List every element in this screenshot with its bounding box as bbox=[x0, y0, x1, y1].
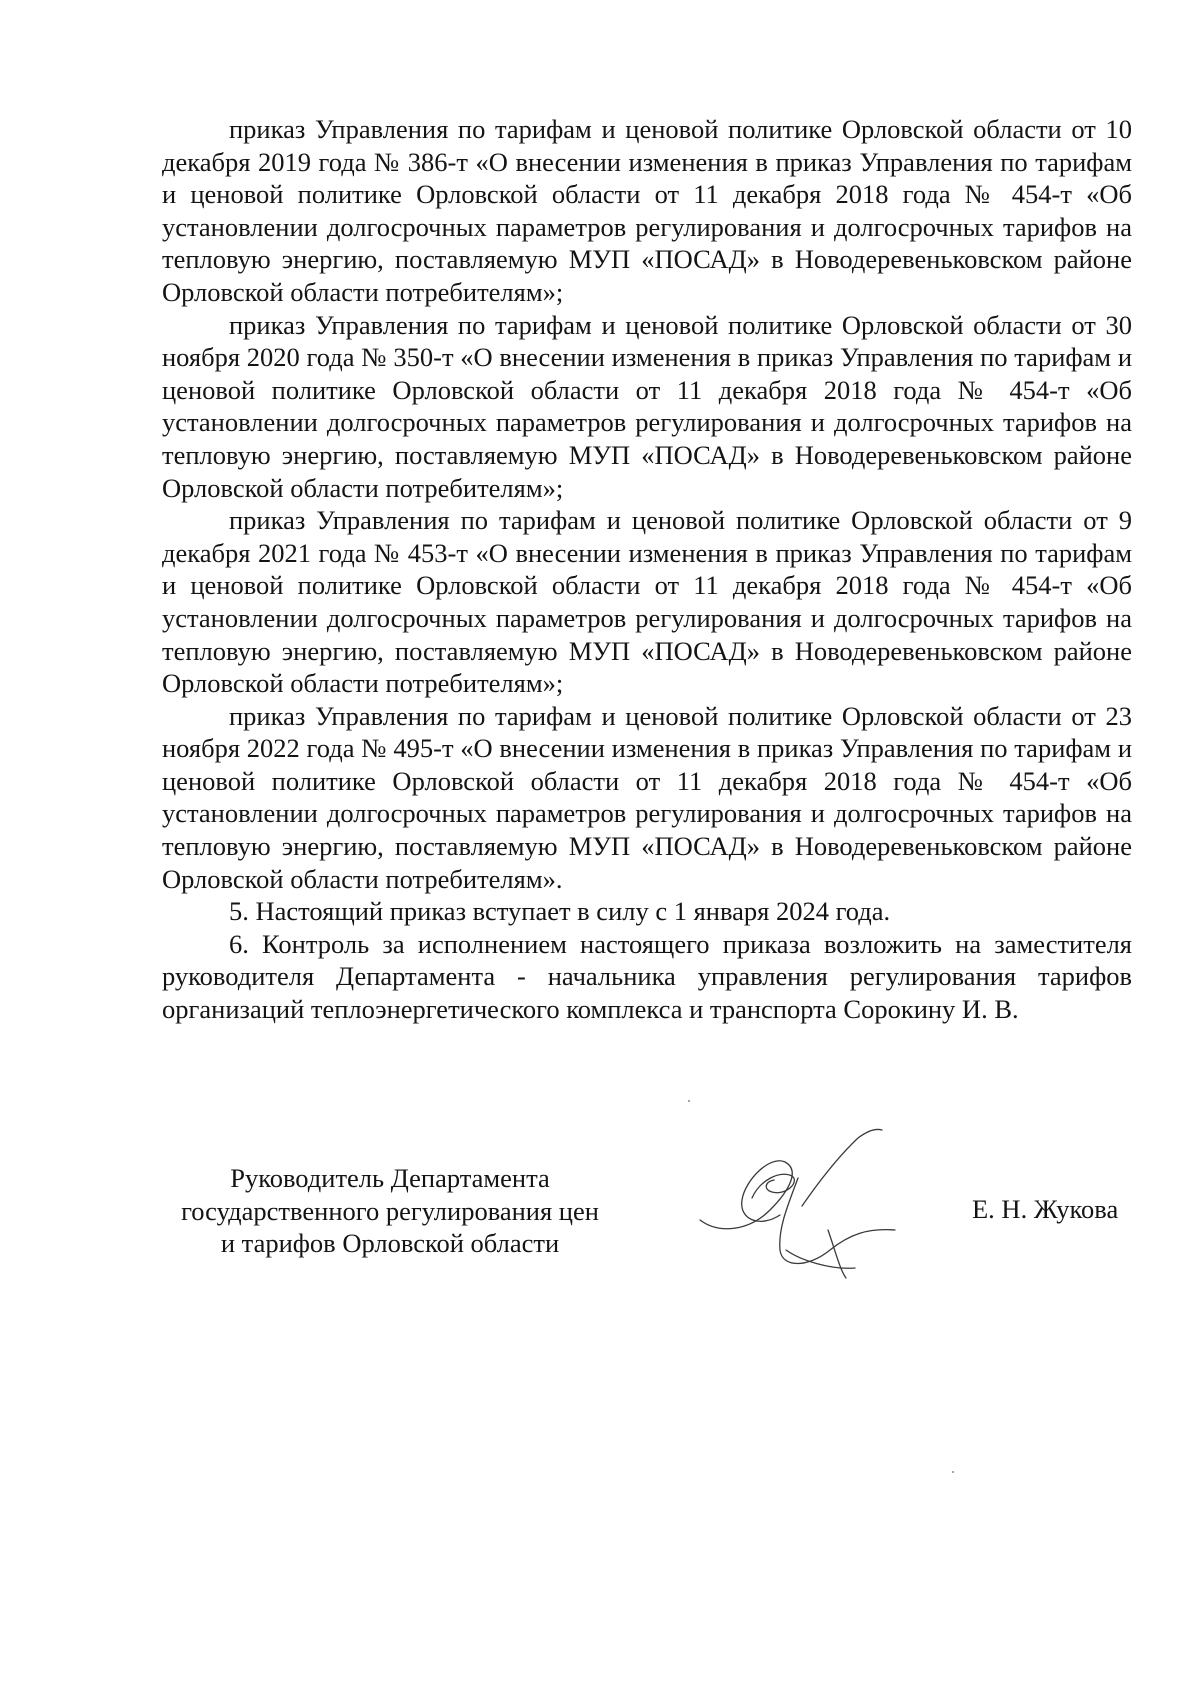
paragraph-order-2020: приказ Управления по тарифам и ценовой политике Орловской области от 30 ноября 2020 года № 350-т «О внесении изменения в приказ Управления по тарифам и ценовой политике Орловской области от 11 декабря 2018 года № 454-т «Об установлении долгосрочных параметров регулирования и долгосрочных тарифов на тепловую энергию, поставляемую МУП «ПОСАД» в Новодеревеньковском районе Орловской области потребителям»; bbox=[162, 309, 1132, 503]
scan-speck bbox=[952, 1471, 954, 1473]
signatory-position-line-2: государственного регулирования цен bbox=[181, 1195, 599, 1226]
paragraph-order-2021: приказ Управления по тарифам и ценовой политике Орловской области от 9 декабря 2021 года № 453-т «О внесении изменения в приказ Управления по тарифам и ценовой политике Орловской области от 11 декабря 2018 года № 454-т «Об установлении долгосрочных параметров регулирования и долгосрочных тарифов на тепловую энергию, поставляемую МУП «ПОСАД» в Новодеревеньковском районе Орловской области потребителям»; bbox=[162, 505, 1132, 699]
paragraph-order-2022: приказ Управления по тарифам и ценовой политике Орловской области от 23 ноября 2022 года № 495-т «О внесении изменения в приказ Управления по тарифам и ценовой политике Орловской области от 11 декабря 2018 года № 454-т «Об установлении долгосрочных параметров регулирования и долгосрочных тарифов на тепловую энергию, поставляемую МУП «ПОСАД» в Новодеревеньковском районе Орловской области потребителям». bbox=[162, 700, 1132, 894]
paragraph-order-2019: приказ Управления по тарифам и ценовой политике Орловской области от 10 декабря 2019 года № 386-т «О внесении изменения в приказ Управления по тарифам и ценовой политике Орловской области от 11 декабря 2018 года № 454-т «Об установлении долгосрочных параметров регулирования и долгосрочных тарифов на тепловую энергию, поставляемую МУП «ПОСАД» в Новодеревеньковском районе Орловской области потребителям»; bbox=[162, 114, 1132, 307]
signatory-position-line-1: Руководитель Департамента bbox=[230, 1163, 550, 1193]
signatory-position bbox=[150, 1162, 630, 1260]
paragraph-control: 6. Контроль за исполнением настоящего приказа возложить на заместителя руководителя Департамента - начальника управления регулирования тарифов организаций теплоэнергетического комплекса и транспорта Сорокину И. В. bbox=[162, 928, 1132, 1025]
handwritten-signature bbox=[690, 1110, 940, 1280]
signatory-position-line-3: и тарифов Орловской области bbox=[220, 1228, 560, 1259]
paragraph-effective-date: 5. Настоящий приказ вступает в силу с 1 января 2024 года. bbox=[229, 896, 891, 927]
order-body bbox=[162, 113, 1132, 1026]
scan-speck bbox=[688, 1100, 690, 1102]
signatory-name: Е. Н. Жукова bbox=[972, 1194, 1119, 1224]
